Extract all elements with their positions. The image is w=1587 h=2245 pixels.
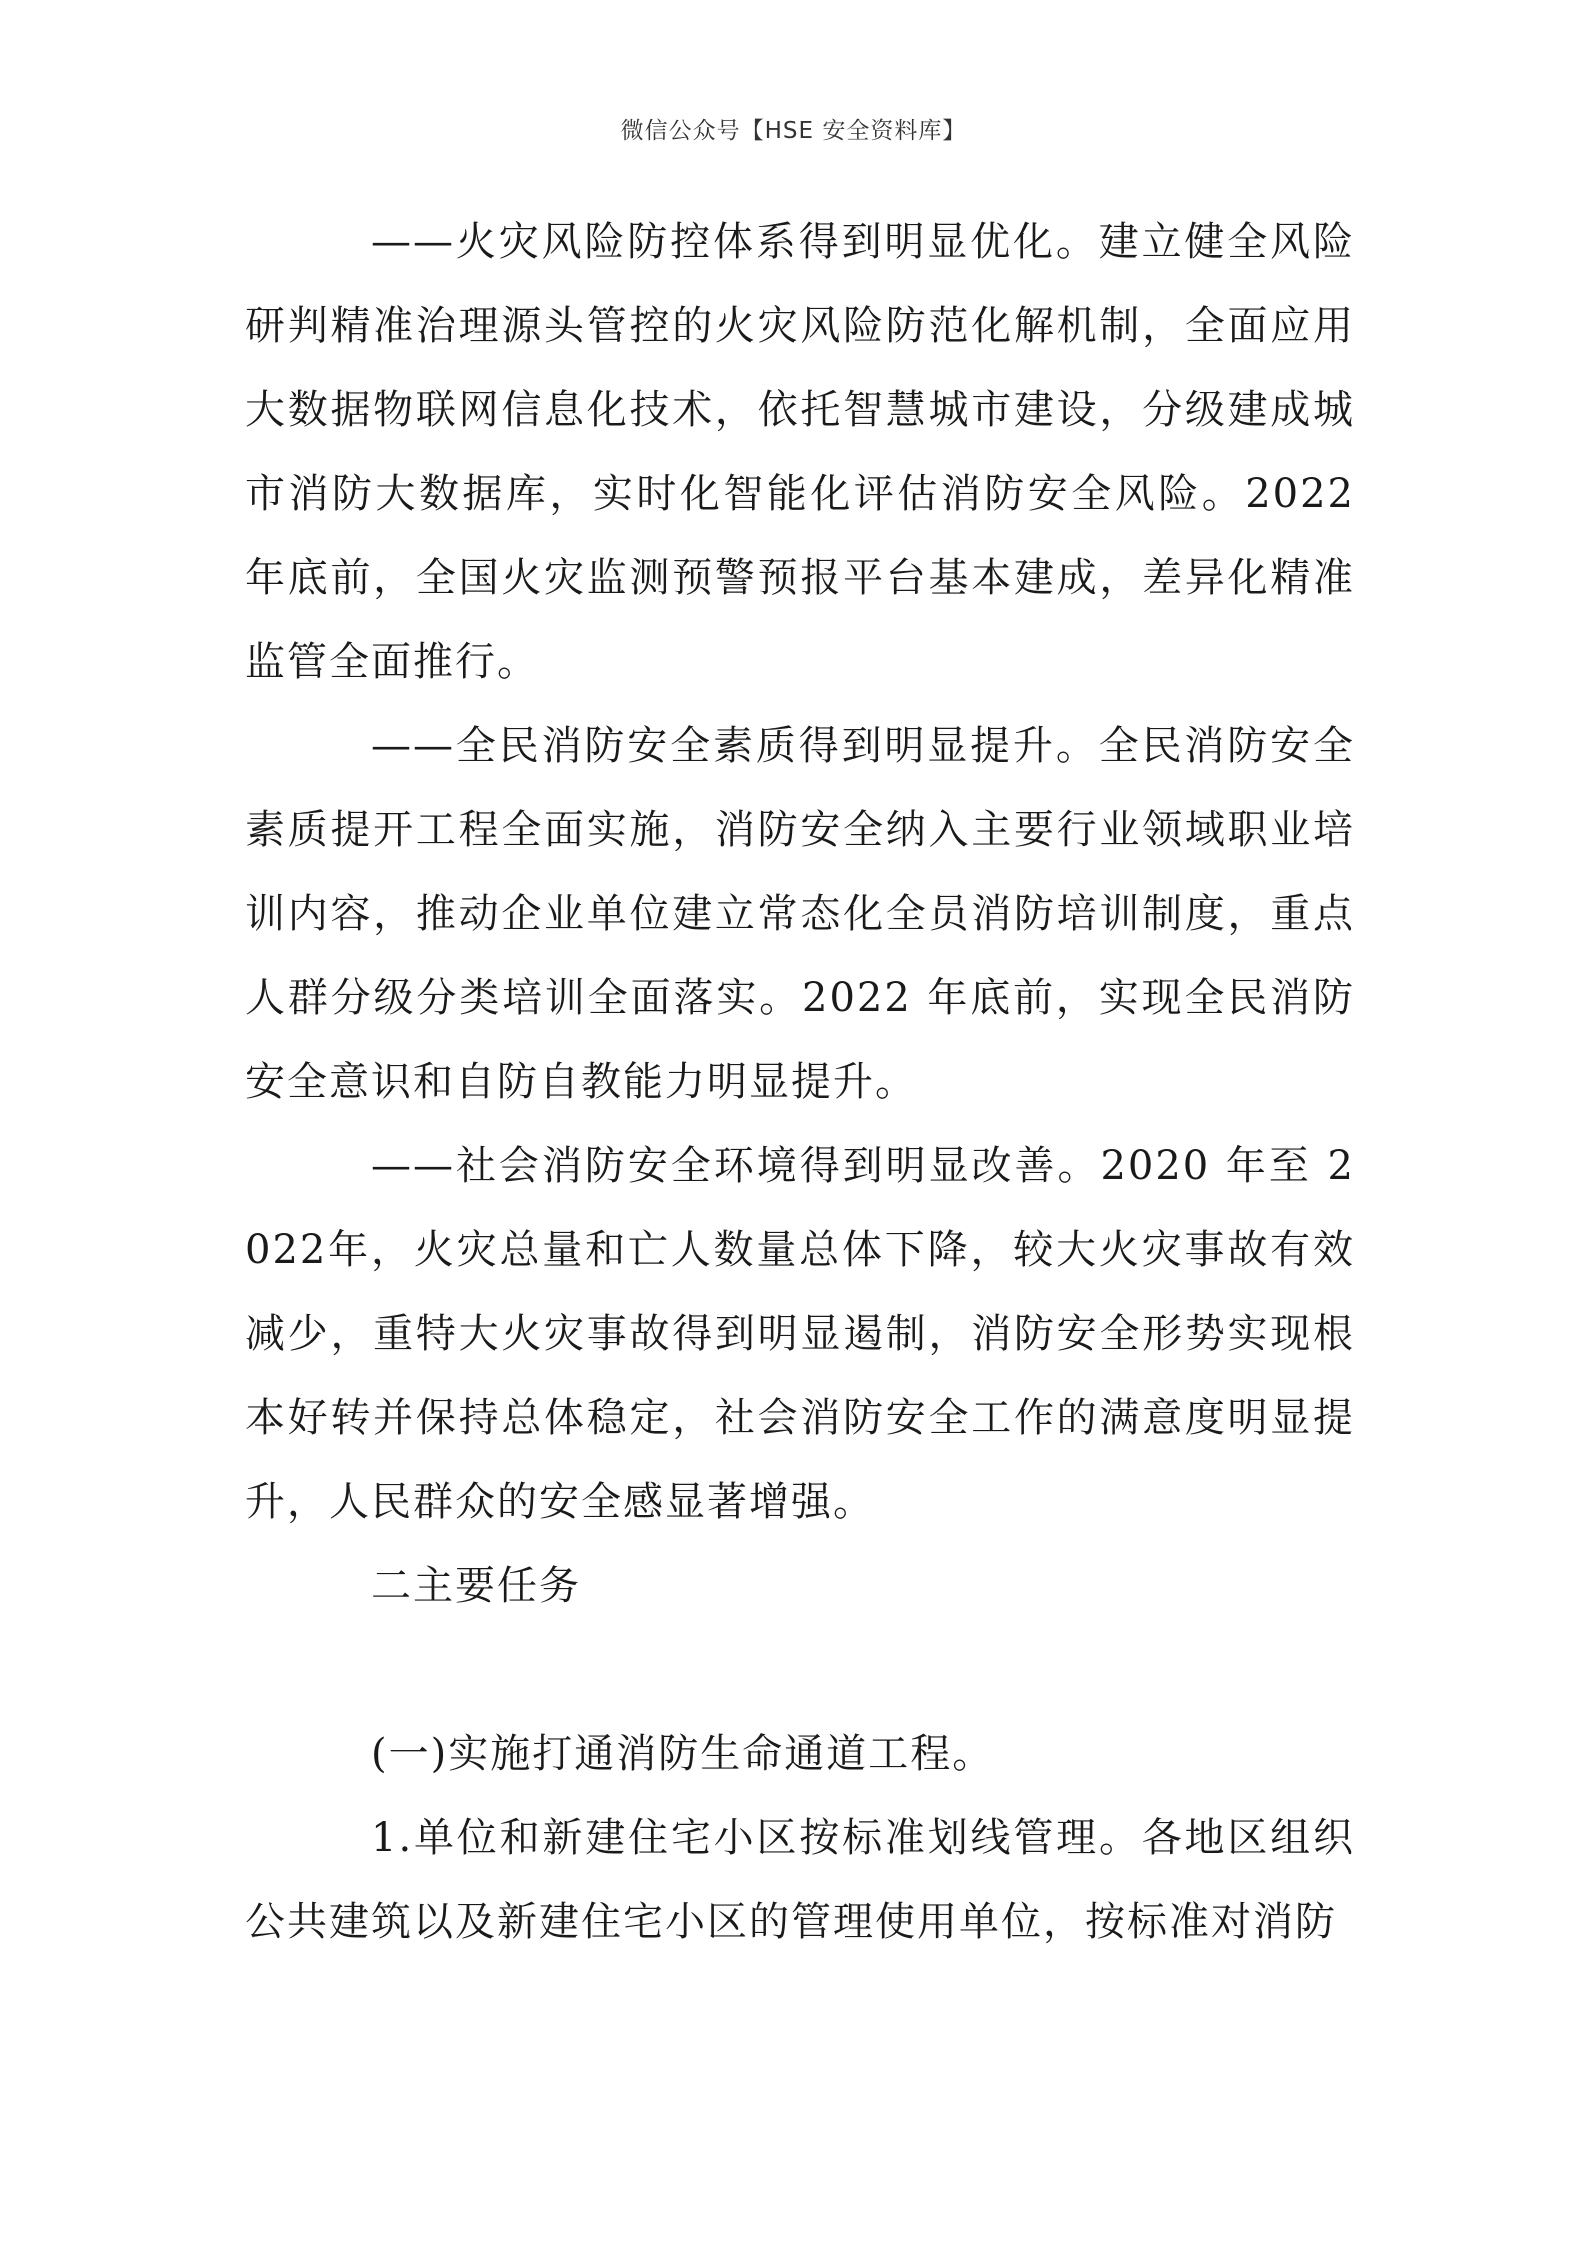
paragraph-fire-risk-control: ——火灾风险防控体系得到明显优化。建立健全风险研判精准治理源头管控的火灾风险防范化解机制，全面应用大数据物联网信息化技术，依托智慧城市建设，分级建成城市消防大数据库，实时化智能化评估消防安全风险。2022 年底前，全国火灾监测预警预报平台基本建成，差异化精准监管全面推行。 — [245, 219, 1355, 685]
document-body — [245, 200, 1355, 1964]
section-spacer — [245, 1628, 1355, 1712]
list-item-1: 1.单位和新建住宅小区按标准划线管理。各地区组织公共建筑以及新建住宅小区的管理使用单位，按标准对消防 — [245, 1815, 1355, 1945]
paragraph-social-safety-environment: ——社会消防安全环境得到明显改善。2020 年至 2022年，火灾总量和亡人数量总体下降，较大火灾事故有效减少，重特大火灾事故得到明显遏制，消防安全形势实现根本好转并保持总体稳定，社会消防安全工作的满意度明显提升，人民群众的安全感显著增强。 — [245, 1143, 1355, 1525]
paragraph-public-safety-literacy: ——全民消防安全素质得到明显提升。全民消防安全素质提开工程全面实施，消防安全纳入主要行业领域职业培训内容，推动企业单位建立常态化全员消防培训制度，重点人群分级分类培训全面落实。2022 年底前，实现全民消防安全意识和自防自教能力明显提升。 — [245, 723, 1355, 1105]
section-heading-main-tasks: 二主要任务 — [371, 1563, 581, 1609]
subsection-heading-fire-lanes: (一)实施打通消防生命通道工程。 — [371, 1731, 995, 1777]
page-header: 微信公众号【HSE 安全资料库】 — [620, 118, 967, 144]
